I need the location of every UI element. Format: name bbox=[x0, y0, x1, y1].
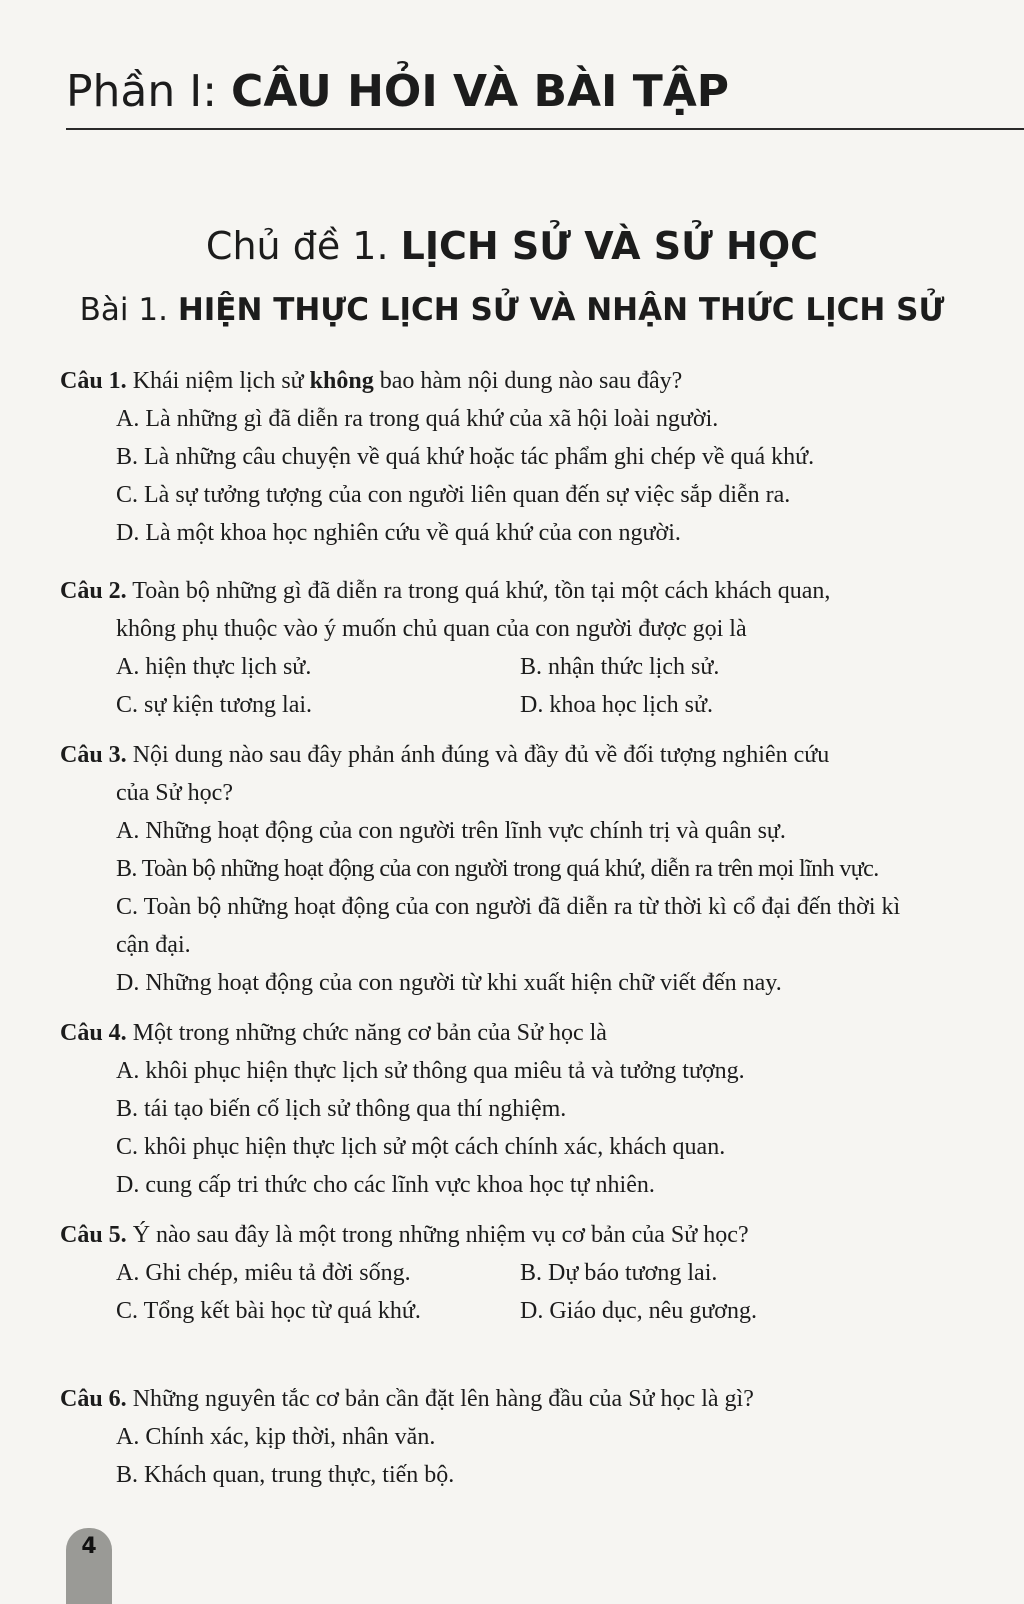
question-6 bbox=[60, 1380, 1020, 1494]
question-number: Câu 6. bbox=[60, 1386, 127, 1412]
option-d: D. Là một khoa học nghiên cứu về quá khứ của con người. bbox=[116, 520, 681, 546]
question-stem bbox=[60, 1216, 1020, 1254]
part-prefix: Phần I: bbox=[66, 66, 232, 117]
option-a: A. Ghi chép, miêu tả đời sống. bbox=[116, 1260, 411, 1286]
question-stem bbox=[60, 362, 1020, 400]
stem-continuation: của Sử học? bbox=[116, 780, 233, 806]
question-2 bbox=[60, 572, 1020, 724]
page-number: 4 bbox=[81, 1534, 97, 1559]
option-b: B. Là những câu chuyện về quá khứ hoặc tác phẩm ghi chép về quá khứ. bbox=[116, 444, 815, 470]
question-5 bbox=[60, 1216, 1020, 1330]
option-c-continuation: cận đại. bbox=[116, 932, 191, 958]
header-rule bbox=[66, 128, 1024, 130]
options-row bbox=[60, 1254, 1020, 1292]
topic-title: LỊCH SỬ VÀ SỬ HỌC bbox=[400, 224, 819, 268]
option-b: B. nhận thức lịch sử. bbox=[520, 654, 720, 680]
part-title: CÂU HỎI VÀ BÀI TẬP bbox=[231, 66, 730, 117]
stem-text: Nội dung nào sau đây phản ánh đúng và đầy đủ về đối tượng nghiên cứu bbox=[126, 742, 830, 768]
option-d: D. Giáo dục, nêu gương. bbox=[520, 1298, 757, 1324]
part-heading bbox=[66, 64, 729, 120]
option-b: B. Toàn bộ những hoạt động của con người trong quá khứ, diễn ra trên mọi lĩnh vực. bbox=[116, 856, 879, 882]
option-c: C. Là sự tưởng tượng của con người liên quan đến sự việc sắp diễn ra. bbox=[116, 482, 791, 508]
option-a: A. Những hoạt động của con người trên lĩnh vực chính trị và quân sự. bbox=[116, 818, 786, 844]
option-a: A. khôi phục hiện thực lịch sử thông qua miêu tả và tưởng tượng. bbox=[116, 1058, 745, 1084]
option-b: B. Khách quan, trung thực, tiến bộ. bbox=[116, 1462, 455, 1488]
question-stem bbox=[60, 736, 1020, 774]
topic-heading bbox=[0, 220, 1024, 272]
question-number: Câu 3. bbox=[60, 742, 127, 768]
options-row bbox=[60, 648, 1020, 686]
stem-text: bao hàm nội dung nào sau đây? bbox=[373, 368, 683, 394]
lesson-heading bbox=[0, 287, 1024, 333]
option-b: B. tái tạo biến cố lịch sử thông qua thí nghiệm. bbox=[116, 1096, 567, 1122]
option-c: C. Tổng kết bài học từ quá khứ. bbox=[116, 1298, 421, 1324]
lesson-title: HIỆN THỰC LỊCH SỬ VÀ NHẬN THỨC LỊCH SỬ bbox=[177, 292, 945, 328]
question-stem bbox=[60, 572, 1020, 610]
option-d: D. khoa học lịch sử. bbox=[520, 692, 713, 718]
question-3 bbox=[60, 736, 1020, 1002]
question-number: Câu 1. bbox=[60, 368, 127, 394]
stem-text: Khái niệm lịch sử bbox=[126, 368, 310, 394]
option-d: D. Những hoạt động của con người từ khi xuất hiện chữ viết đến nay. bbox=[116, 970, 782, 996]
option-c: C. khôi phục hiện thực lịch sử một cách chính xác, khách quan. bbox=[116, 1134, 726, 1160]
stem-emphasis: không bbox=[309, 368, 374, 394]
question-stem bbox=[60, 1380, 1020, 1418]
stem-text: Một trong những chức năng cơ bản của Sử học là bbox=[126, 1020, 607, 1046]
question-number: Câu 4. bbox=[60, 1020, 127, 1046]
stem-text: Toàn bộ những gì đã diễn ra trong quá khứ, tồn tại một cách khách quan, bbox=[126, 578, 831, 604]
question-4 bbox=[60, 1014, 1020, 1204]
question-1 bbox=[60, 362, 1020, 552]
question-number: Câu 5. bbox=[60, 1222, 127, 1248]
option-a: A. Là những gì đã diễn ra trong quá khứ của xã hội loài người. bbox=[116, 406, 719, 432]
options-row bbox=[60, 1292, 1020, 1330]
option-c: C. Toàn bộ những hoạt động của con người đã diễn ra từ thời kì cổ đại đến thời kì bbox=[116, 894, 901, 920]
option-b: B. Dự báo tương lai. bbox=[520, 1260, 718, 1286]
lesson-prefix: Bài 1. bbox=[79, 292, 178, 328]
option-c: C. sự kiện tương lai. bbox=[116, 692, 313, 718]
stem-text: Ý nào sau đây là một trong những nhiệm vụ cơ bản của Sử học? bbox=[126, 1222, 749, 1248]
stem-continuation: không phụ thuộc vào ý muốn chủ quan của con người được gọi là bbox=[116, 616, 747, 642]
option-a: A. hiện thực lịch sử. bbox=[116, 654, 312, 680]
options-row bbox=[60, 686, 1020, 724]
question-stem bbox=[60, 1014, 1020, 1052]
question-number: Câu 2. bbox=[60, 578, 127, 604]
option-d: D. cung cấp tri thức cho các lĩnh vực khoa học tự nhiên. bbox=[116, 1172, 655, 1198]
topic-prefix: Chủ đề 1. bbox=[205, 224, 401, 268]
stem-text: Những nguyên tắc cơ bản cần đặt lên hàng đầu của Sử học là gì? bbox=[126, 1386, 754, 1412]
option-a: A. Chính xác, kịp thời, nhân văn. bbox=[116, 1424, 436, 1450]
